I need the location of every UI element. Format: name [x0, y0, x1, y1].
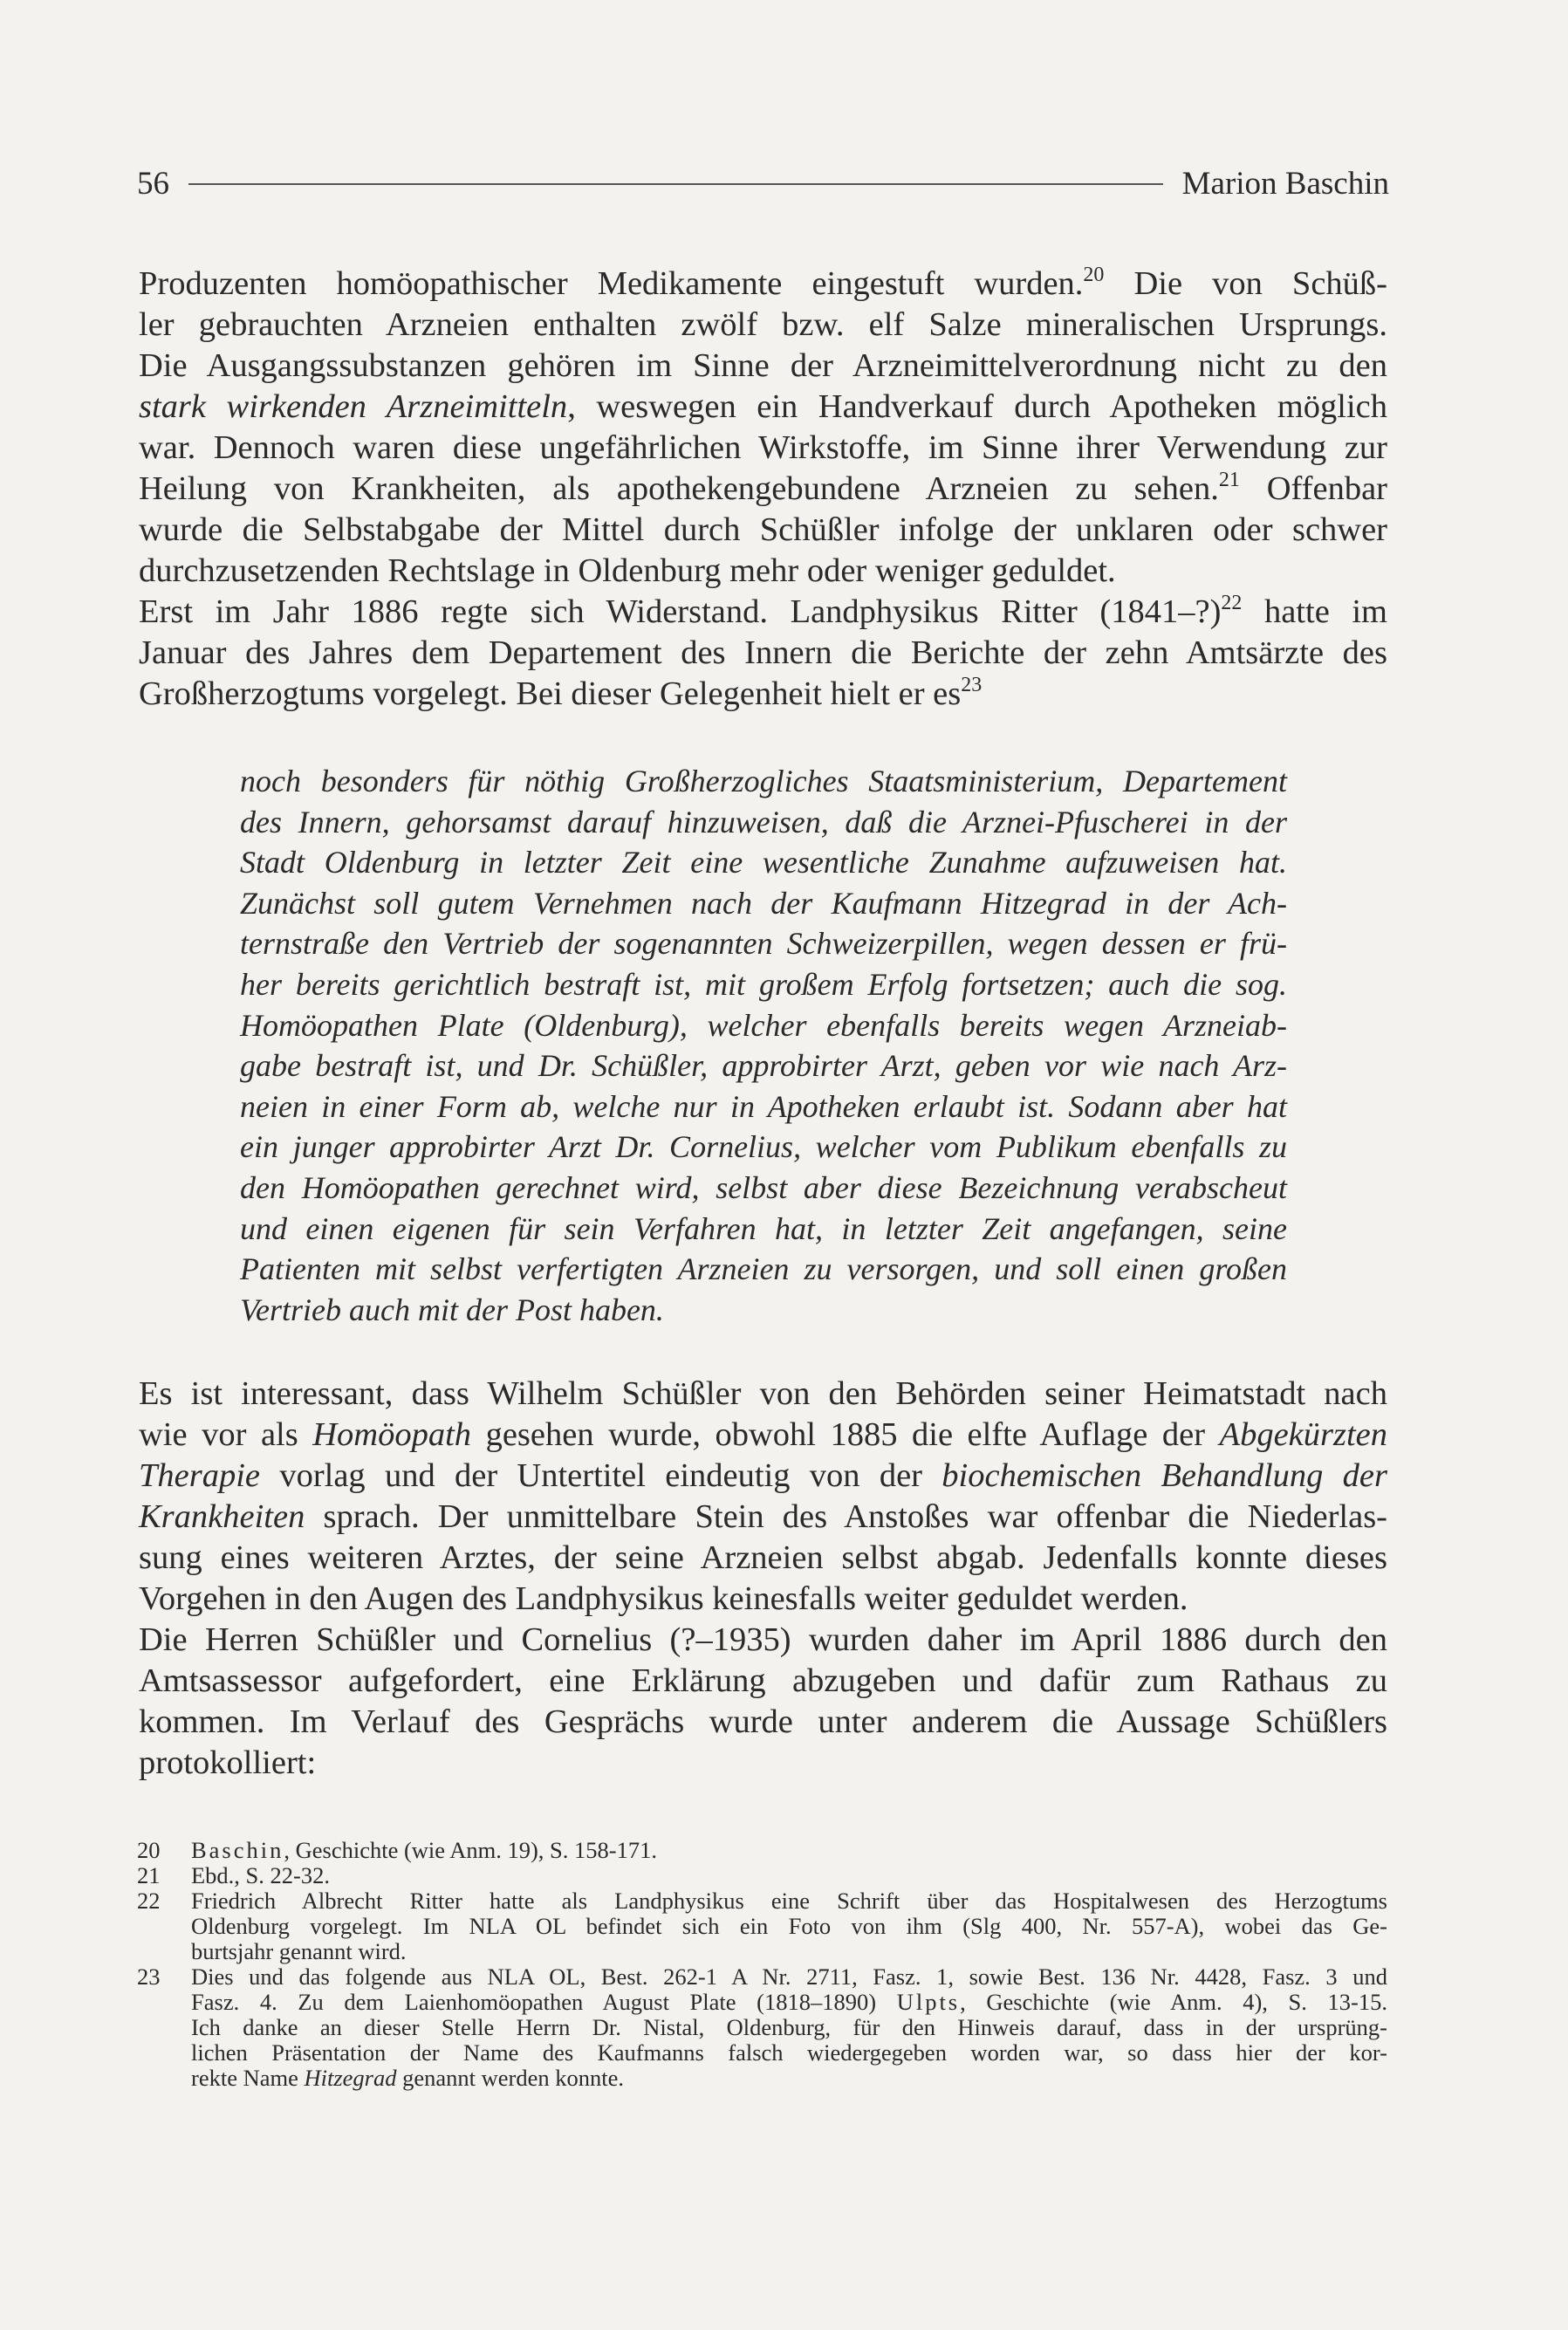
quote-line: ein junger approbirter Arzt Dr. Cornelius, welcher vom Publikum ebenfalls zu — [240, 1129, 1287, 1165]
footnote-23: 23 Dies und das folgende aus NLA OL, Best. 262-1 A Nr. 2711, Fasz. 1, sowie Best. 136 Nr. 4428, Fasz. 3 und Fasz. 4. Zu dem Laienhomöopathen August Plate (1818–1890) Ulpts, Geschichte (wie Anm. 4), S. 13-15. Ich danke an dieser Stelle Herrn Dr. Nistal, Oldenburg, für den Hinweis darauf, dass in der ursprüng- lichen Präsentation der Name des Kaufmanns falsch wiedergegeben worden war, so dass hier der kor- rekte Name Hitzegrad genannt werden konnte. — [137, 1963, 1387, 2091]
text-line: stark wirkenden Arzneimitteln, weswegen ein Handverkauf durch Apotheken möglich — [139, 388, 1387, 425]
text-line: Großherzogtums vorgelegt. Bei dieser Gelegenheit hielt er $es^{23}$ — [139, 674, 983, 712]
footnote-21: 21 Ebd., S. 22-32. — [137, 1862, 330, 1888]
quote-line: noch besonders für nöthig Großherzogliches Staatsministerium, Departement — [240, 764, 1287, 798]
footnote-ref[interactable]: 21 — [1218, 469, 1240, 491]
quote-line: Patienten mit selbst verfertigten Arzneien zu versorgen, und soll einen großen — [240, 1251, 1287, 1287]
body-text-top — [139, 264, 1387, 715]
footnote-ref[interactable]: 22 — [1221, 592, 1243, 614]
text-line: Erst im Jahr 1886 regte sich Widerstand. Landphysikus Ritter (1841–?)$^{22}$ hatte im — [139, 592, 1387, 630]
text-line: durchzusetzenden Rechtslage in Oldenburg mehr oder weniger geduldet. — [139, 552, 1116, 589]
quote-line: neien in einer Form ab, welche nur in Apotheken erlaubt ist. Sodann aber hat — [240, 1088, 1287, 1124]
text-line: Heilung von Krankheiten, als apothekengebundene Arzneien zu sehen.$^{21}$ Offenbar — [139, 469, 1387, 507]
quote-line: und einen eigenen für sein Verfahren hat, in letzter Zeit angefangen, seine — [240, 1210, 1287, 1246]
text-line: Therapie vorlag und der Untertitel eindeutig von der biochemischen Behandlung der — [139, 1457, 1388, 1494]
text-line: Die Herren Schüßler und Cornelius (?–1935) wurden daher im April 1886 durch den — [139, 1621, 1387, 1658]
text-line: wurde die Selbstabgabe der Mittel durch Schüßler infolge der unklaren oder schwer — [139, 511, 1387, 548]
text-line: ler gebrauchten Arzneien enthalten zwölf bzw. elf Salze mineralischen Ursprungs. — [139, 306, 1387, 343]
body-text-bottom — [139, 1374, 1387, 1784]
quote-line: gabe bestraft ist, und Dr. Schüßler, approbirter Arzt, geben vor wie nach Arz- — [240, 1048, 1287, 1084]
header-rule — [188, 183, 1163, 185]
text-line: Vorgehen in den Augen des Landphysikus keinesfalls weiter geduldet werden. — [139, 1580, 1188, 1617]
quote-line: den Homöopathen gerechnet wird, selbst aber diese Bezeichnung verabscheut — [240, 1169, 1287, 1205]
text-line: Produzenten homöopathischer Medikamente eingestuft wurden.$^{20}$ Die von Schüß- — [139, 264, 1387, 302]
text-line: sung eines weiteren Arztes, der seine Arzneien selbst abgab. Jedenfalls konnte dieses — [139, 1539, 1387, 1576]
footnote-22: 22 Friedrich Albrecht Ritter hatte als Landphysikus eine Schrift über das Hospitalwesen des Herzogtums Oldenburg vorgelegt. Im NLA OL befindet sich ein Foto von ihm (Slg 400, Nr. 557-A), wobei das Ge- burtsjahr genannt wird. — [137, 1888, 1387, 1964]
footnote-20: 20 Baschin, Geschichte (wie Anm. 19), S. 158-171. — [137, 1837, 657, 1863]
text-line: kommen. Im Verlauf des Gesprächs wurde unter anderem die Aussage Schüßlers — [139, 1703, 1387, 1740]
text-line: Amtsassessor aufgefordert, eine Erklärung abzugeben und dafür zum Rathaus zu — [139, 1662, 1387, 1699]
text-line: Krankheiten sprach. Der unmittelbare Stein des Anstoßes war offenbar die Niederlas- — [139, 1498, 1387, 1535]
quote-line: Zunächst soll gutem Vernehmen nach der Kaufmann Hitzegrad in der Ach- — [240, 885, 1287, 921]
quote-line: her bereits gerichtlich bestraft ist, mit großem Erfolg fortsetzen; auch die sog. — [240, 966, 1287, 1002]
quote-line: des Innern, gehorsamst darauf hinzuweisen, daß die Arznei-Pfuscherei in der — [240, 804, 1287, 839]
footnote-ref[interactable]: 20 — [1083, 264, 1105, 286]
text-line: Januar des Jahres dem Departement des Innern die Berichte der zehn Amtsärzte des — [139, 634, 1387, 671]
footnotes — [137, 1838, 1387, 2091]
running-header — [137, 161, 1389, 205]
block-quote — [240, 761, 1287, 1330]
quote-line: Homöopathen Plate (Oldenburg), welcher ebenfalls bereits wegen Arzneiab- — [240, 1007, 1287, 1043]
page-number: 56 — [137, 165, 169, 202]
quote-line: Stadt Oldenburg in letzter Zeit eine wesentliche Zunahme aufzuweisen hat. — [240, 845, 1287, 881]
text-line: war. Dennoch waren diese ungefährlichen Wirkstoffe, im Sinne ihrer Verwendung zur — [139, 429, 1387, 466]
text-line: Die Ausgangssubstanzen gehören im Sinne der Arzneimittelverordnung nicht zu den — [139, 347, 1387, 384]
quote-line: ternstraße den Vertrieb der sogenannten Schweizerpillen, wegen dessen er frü- — [240, 926, 1287, 962]
running-author: Marion Baschin — [1181, 165, 1389, 202]
text-line: protokolliert: — [139, 1744, 317, 1781]
quote-line: Vertrieb auch mit der Post haben. — [240, 1292, 664, 1327]
text-line: wie vor als Homöopath gesehen wurde, obwohl 1885 die elfte Auflage der Abgekürzten — [139, 1416, 1387, 1453]
footnote-ref[interactable]: 23 — [961, 674, 983, 696]
text-line: Es ist interessant, dass Wilhelm Schüßler von den Behörden seiner Heimatstadt nach — [139, 1375, 1387, 1412]
